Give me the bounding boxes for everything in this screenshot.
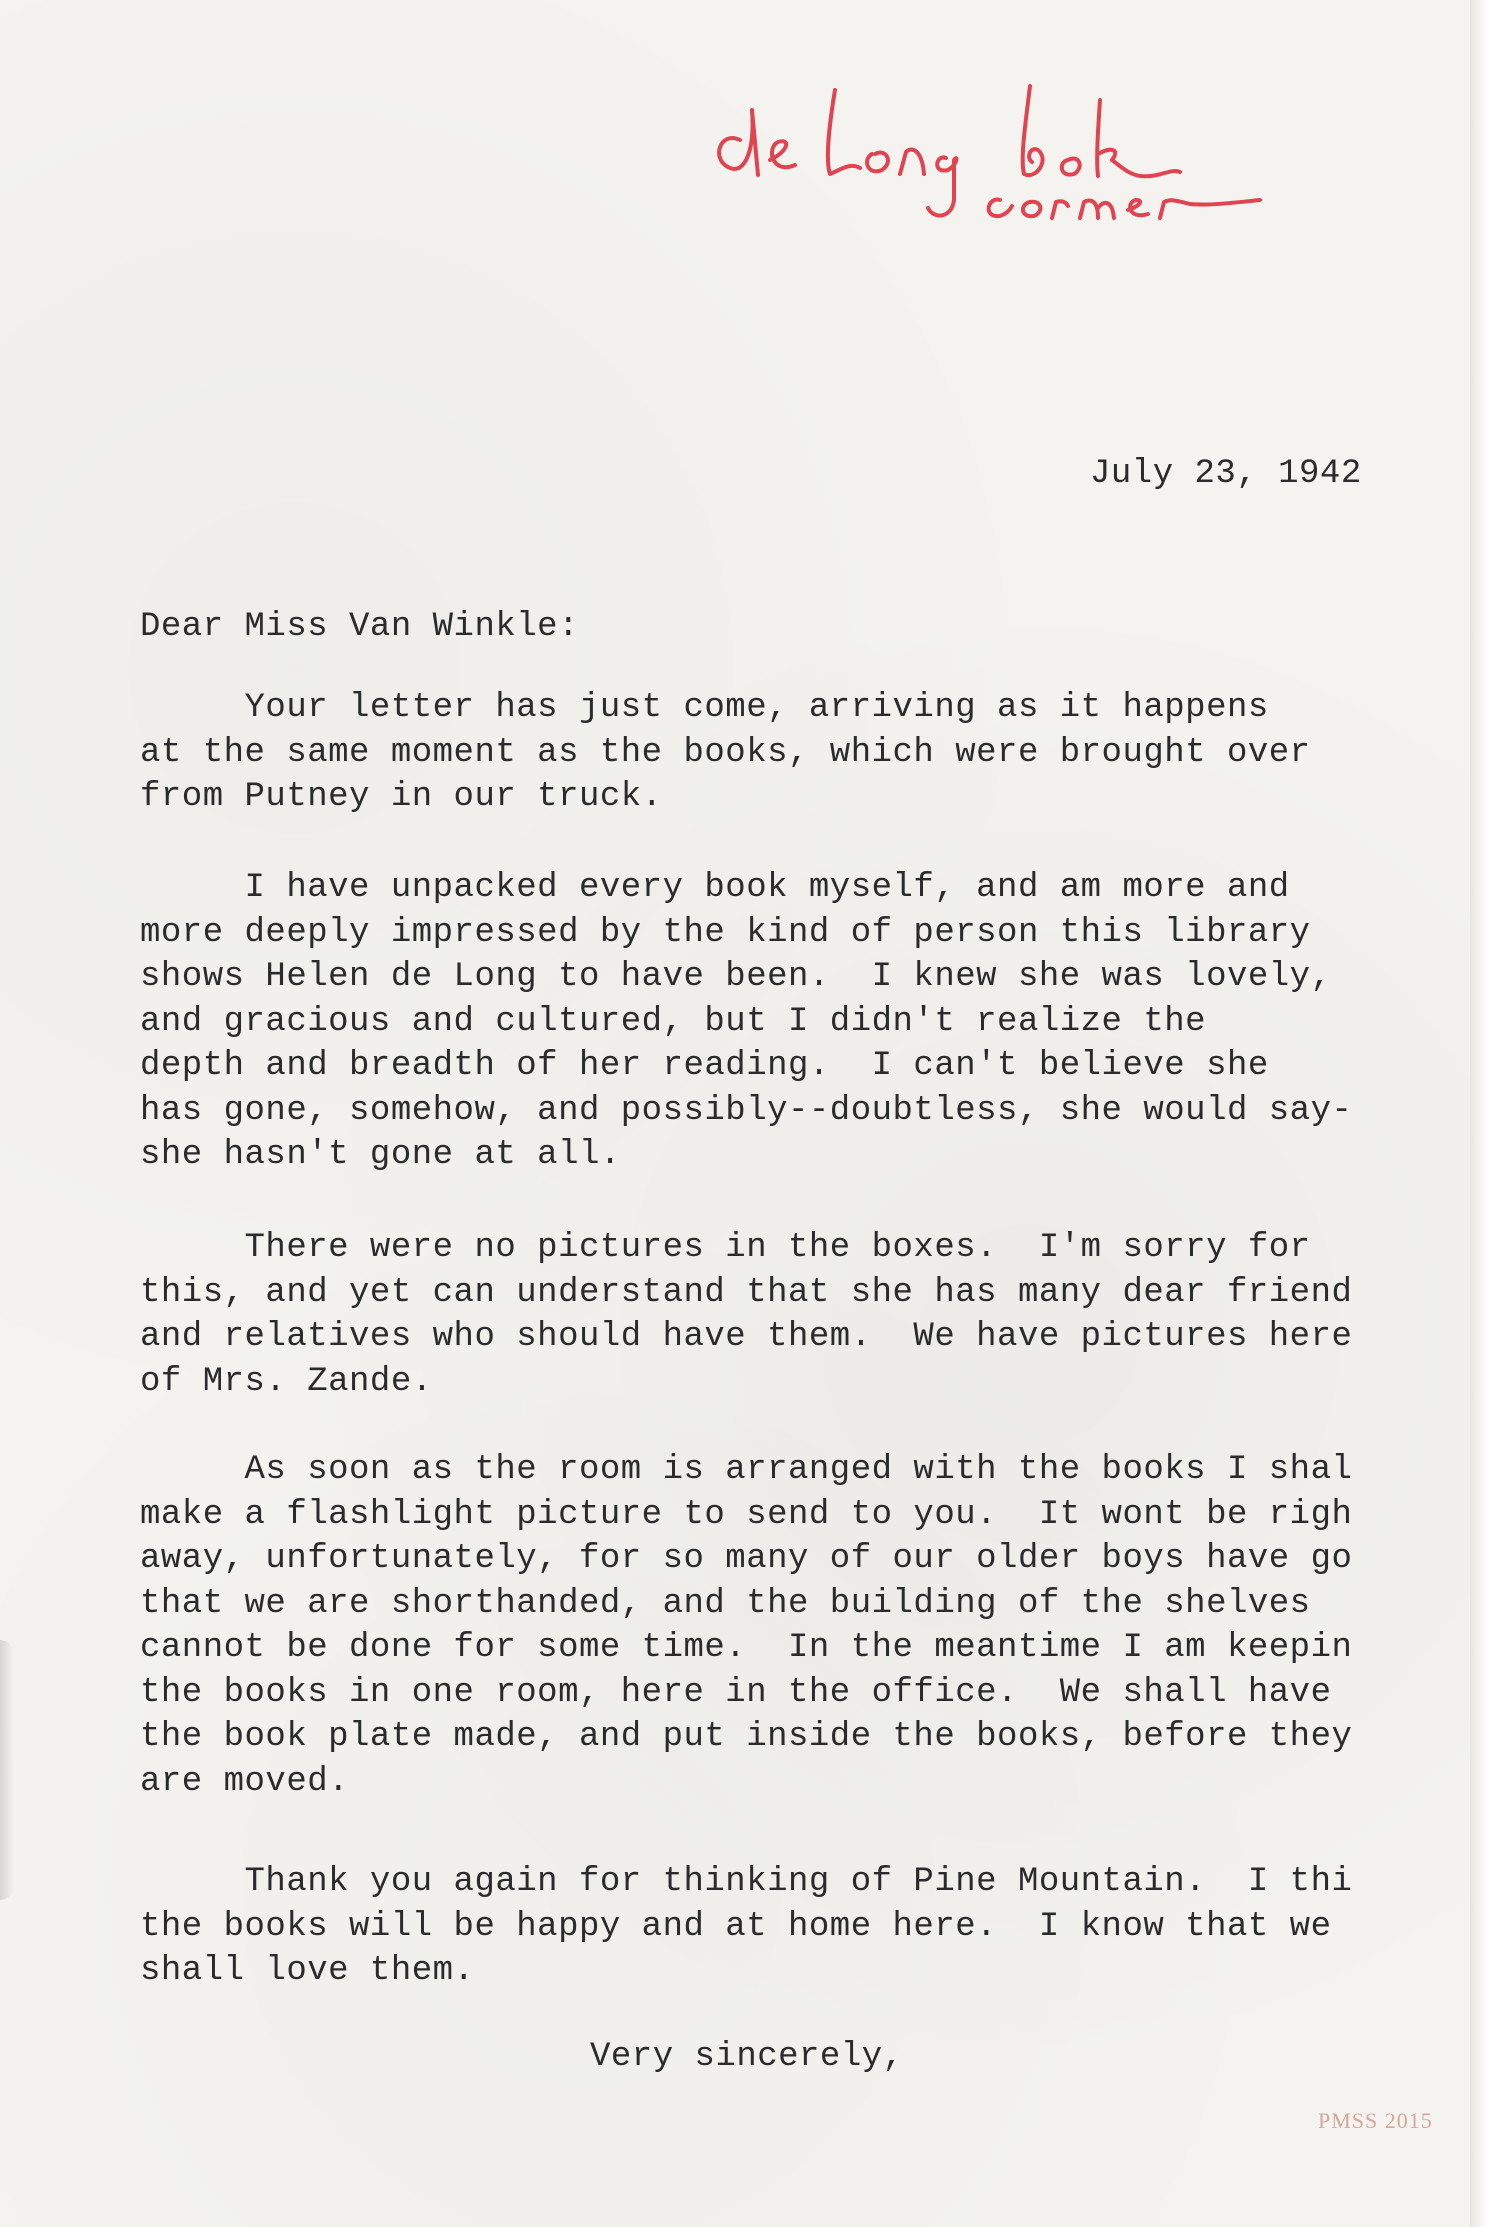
letter-date: July 23, 1942 bbox=[1090, 455, 1362, 493]
archive-stamp: PMSS 2015 bbox=[1318, 2108, 1433, 2133]
paragraph-1: Your letter has just come, arriving as it happens at the same moment as the books, which were brought over from Putney in our truck. bbox=[140, 689, 1311, 816]
paragraph-3: There were no pictures in the boxes. I'm sorry for this, and yet can understand that she has many dear friend and relatives who should have them. We have pictures here of Mrs. Zande. bbox=[140, 1229, 1353, 1401]
page-right-margin bbox=[1470, 0, 1500, 2227]
paragraph-2: I have unpacked every book myself, and am more and more deeply impressed by the kind of person this library shows Helen de Long to have been. I knew she was lovely, and gracious and cultured, but I didn't realize the depth and breadth of her reading. I can't believe she has gone, somehow, and possibly--doubtless, she would say- she hasn't gone at all. bbox=[140, 869, 1353, 1174]
handwritten-annotation bbox=[700, 50, 1400, 230]
closing: Very sincerely, bbox=[590, 2038, 904, 2076]
paragraph-4: As soon as the room is arranged with the books I shal make a flashlight picture to send to you. It wont be righ away, unfortunately, for so many of our older boys have go that we are shorthanded, and the building of the shelves cannot be done for some time. In the meantime I am keepin the books in one room, here in the office. We shall have the book plate made, and put inside the books, before they are moved. bbox=[140, 1451, 1353, 1801]
paragraph-5: Thank you again for thinking of Pine Mountain. I thi the books will be happy and at home here. I know that we shall love them. bbox=[140, 1863, 1353, 1990]
page-edge-shadow bbox=[0, 1640, 14, 1900]
salutation: Dear Miss Van Winkle: bbox=[140, 608, 579, 646]
